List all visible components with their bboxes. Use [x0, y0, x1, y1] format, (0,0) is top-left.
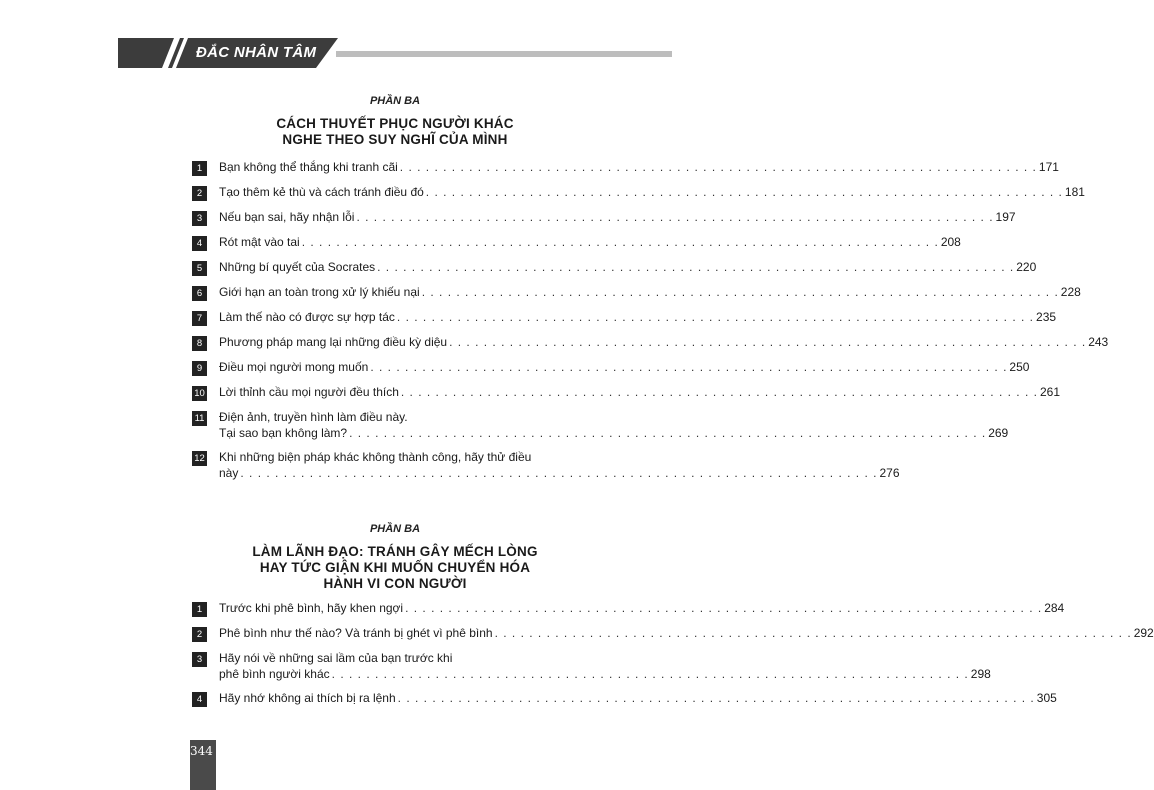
- leader-dots: [354, 209, 993, 225]
- toc-entry: [192, 234, 961, 251]
- chapter-title: Hãy nói về những sai lầm của bạn trước khi: [219, 651, 453, 665]
- leader-dots: [399, 384, 1038, 400]
- chapter-page-number: 269: [988, 426, 1009, 440]
- toc-entry: [192, 334, 1109, 351]
- leader-dots: [347, 425, 986, 441]
- leader-dots: [330, 666, 969, 682]
- chapter-title: Làm thế nào có được sự hợp tác: [219, 310, 395, 324]
- chapter-title: này: [219, 466, 239, 480]
- chapter-page-number: 228: [1060, 285, 1081, 299]
- chapter-title: Lời thỉnh cầu mọi người đều thích: [219, 385, 399, 399]
- chapter-number-badge: 1: [192, 161, 207, 176]
- section-title-2-line3: HÀNH VI CON NGƯỜI: [323, 576, 467, 591]
- leader-dots: [447, 334, 1086, 350]
- chapter-title: Trước khi phê bình, hãy khen ngợi: [219, 601, 404, 615]
- chapter-number-badge: 3: [192, 652, 207, 667]
- toc-entry: [192, 284, 1081, 301]
- leader-dots: [395, 309, 1034, 325]
- chapter-page-number: 284: [1044, 601, 1065, 615]
- book-title: ĐẮC NHÂN TÂM: [196, 44, 317, 61]
- toc-part-1: [192, 159, 1109, 489]
- chapter-title: Điện ảnh, truyền hình làm điều này.: [219, 410, 408, 424]
- chapter-number-badge: 6: [192, 286, 207, 301]
- chapter-title: Những bí quyết của Socrates: [219, 260, 376, 274]
- leader-dots: [424, 184, 1063, 200]
- section-title-2-line1: LÀM LÃNH ĐẠO: TRÁNH GÂY MẾCH LÒNG: [252, 544, 538, 559]
- chapter-title: Phương pháp mang lại những điều kỳ diệu: [219, 335, 448, 349]
- chapter-number-badge: 4: [192, 236, 207, 251]
- chapter-title: Nếu bạn sai, hãy nhận lỗi: [219, 210, 355, 224]
- chapter-number-badge: 4: [192, 692, 207, 707]
- chapter-number-badge: 10: [192, 386, 207, 401]
- leader-dots: [300, 234, 939, 250]
- chapter-page-number: 305: [1036, 691, 1057, 705]
- chapter-number-badge: 7: [192, 311, 207, 326]
- chapter-page-number: 171: [1038, 160, 1059, 174]
- chapter-number-badge: 2: [192, 186, 207, 201]
- toc-entry: [192, 184, 1085, 201]
- leader-dots: [398, 159, 1037, 175]
- chapter-title: Hãy nhớ không ai thích bị ra lệnh: [219, 691, 396, 705]
- leader-dots: [420, 284, 1059, 300]
- chapter-title: Điều mọi người mong muốn: [219, 360, 369, 374]
- chapter-page-number: 208: [940, 235, 961, 249]
- chapter-number-badge: 2: [192, 627, 207, 642]
- section-title-1-line1: CÁCH THUYẾT PHỤC NGƯỜI KHÁC: [276, 116, 514, 131]
- chapter-page-number: 298: [970, 667, 991, 681]
- toc-part-2: [192, 600, 1154, 715]
- chapter-title: phê bình người khác: [219, 667, 330, 681]
- chapter-page-number: 235: [1036, 310, 1057, 324]
- part-label-1: PHẦN BA: [369, 95, 421, 107]
- chapter-title: Giới hạn an toàn trong xử lý khiếu nại: [219, 285, 420, 299]
- section-title-1-line2: NGHE THEO SUY NGHĨ CỦA MÌNH: [282, 132, 508, 147]
- chapter-title: Tạo thêm kẻ thù và cách tránh điều đó: [219, 185, 424, 199]
- toc-entry: [192, 159, 1059, 176]
- chapter-number-badge: 11: [192, 411, 207, 426]
- chapter-number-badge: 8: [192, 336, 207, 351]
- toc-entry: [192, 409, 1009, 441]
- toc-entry: [192, 449, 900, 481]
- toc-entry: [192, 359, 1030, 376]
- toc-entry: [192, 600, 1065, 617]
- toc-entry: [192, 690, 1057, 707]
- part-label-2: PHẦN BA: [369, 523, 421, 535]
- chapter-title: Khi những biện pháp khác không thành công, hãy thử điều: [219, 450, 532, 464]
- chapter-page-number: 220: [1016, 260, 1037, 274]
- toc-entry: [192, 309, 1057, 326]
- toc-entry: [192, 625, 1154, 642]
- chapter-title: Phê bình như thế nào? Và tránh bị ghét vì phê bình: [219, 626, 493, 640]
- leader-dots: [396, 690, 1035, 706]
- chapter-page-number: 181: [1064, 185, 1085, 199]
- leader-dots: [375, 259, 1014, 275]
- chapter-title: Tại sao bạn không làm?: [219, 426, 348, 440]
- chapter-number-badge: 5: [192, 261, 207, 276]
- chapter-number-badge: 12: [192, 451, 207, 466]
- chapter-page-number: 243: [1088, 335, 1109, 349]
- toc-entry: [192, 259, 1037, 276]
- chapter-number-badge: 3: [192, 211, 207, 226]
- leader-dots: [368, 359, 1007, 375]
- header-stripes-decoration: [160, 38, 200, 68]
- chapter-page-number: 197: [995, 210, 1016, 224]
- chapter-page-number: 261: [1039, 385, 1061, 399]
- leader-dots: [403, 600, 1042, 616]
- chapter-page-number: 250: [1009, 360, 1030, 374]
- header-rule: [336, 51, 672, 57]
- chapter-page-number: 292: [1133, 626, 1154, 640]
- page-number: 344: [190, 744, 213, 758]
- toc-entry: [192, 384, 1061, 401]
- chapter-title: Bạn không thể thắng khi tranh cãi: [219, 160, 398, 174]
- chapter-page-number: 276: [879, 466, 900, 480]
- toc-entry: [192, 650, 991, 682]
- toc-entry: [192, 209, 1016, 226]
- chapter-number-badge: 1: [192, 602, 207, 617]
- leader-dots: [493, 625, 1132, 641]
- leader-dots: [238, 465, 877, 481]
- chapter-number-badge: 9: [192, 361, 207, 376]
- section-title-2-line2: HAY TỨC GIẬN KHI MUỐN CHUYỂN HÓA: [259, 560, 531, 575]
- chapter-title: Rót mật vào tai: [219, 235, 300, 249]
